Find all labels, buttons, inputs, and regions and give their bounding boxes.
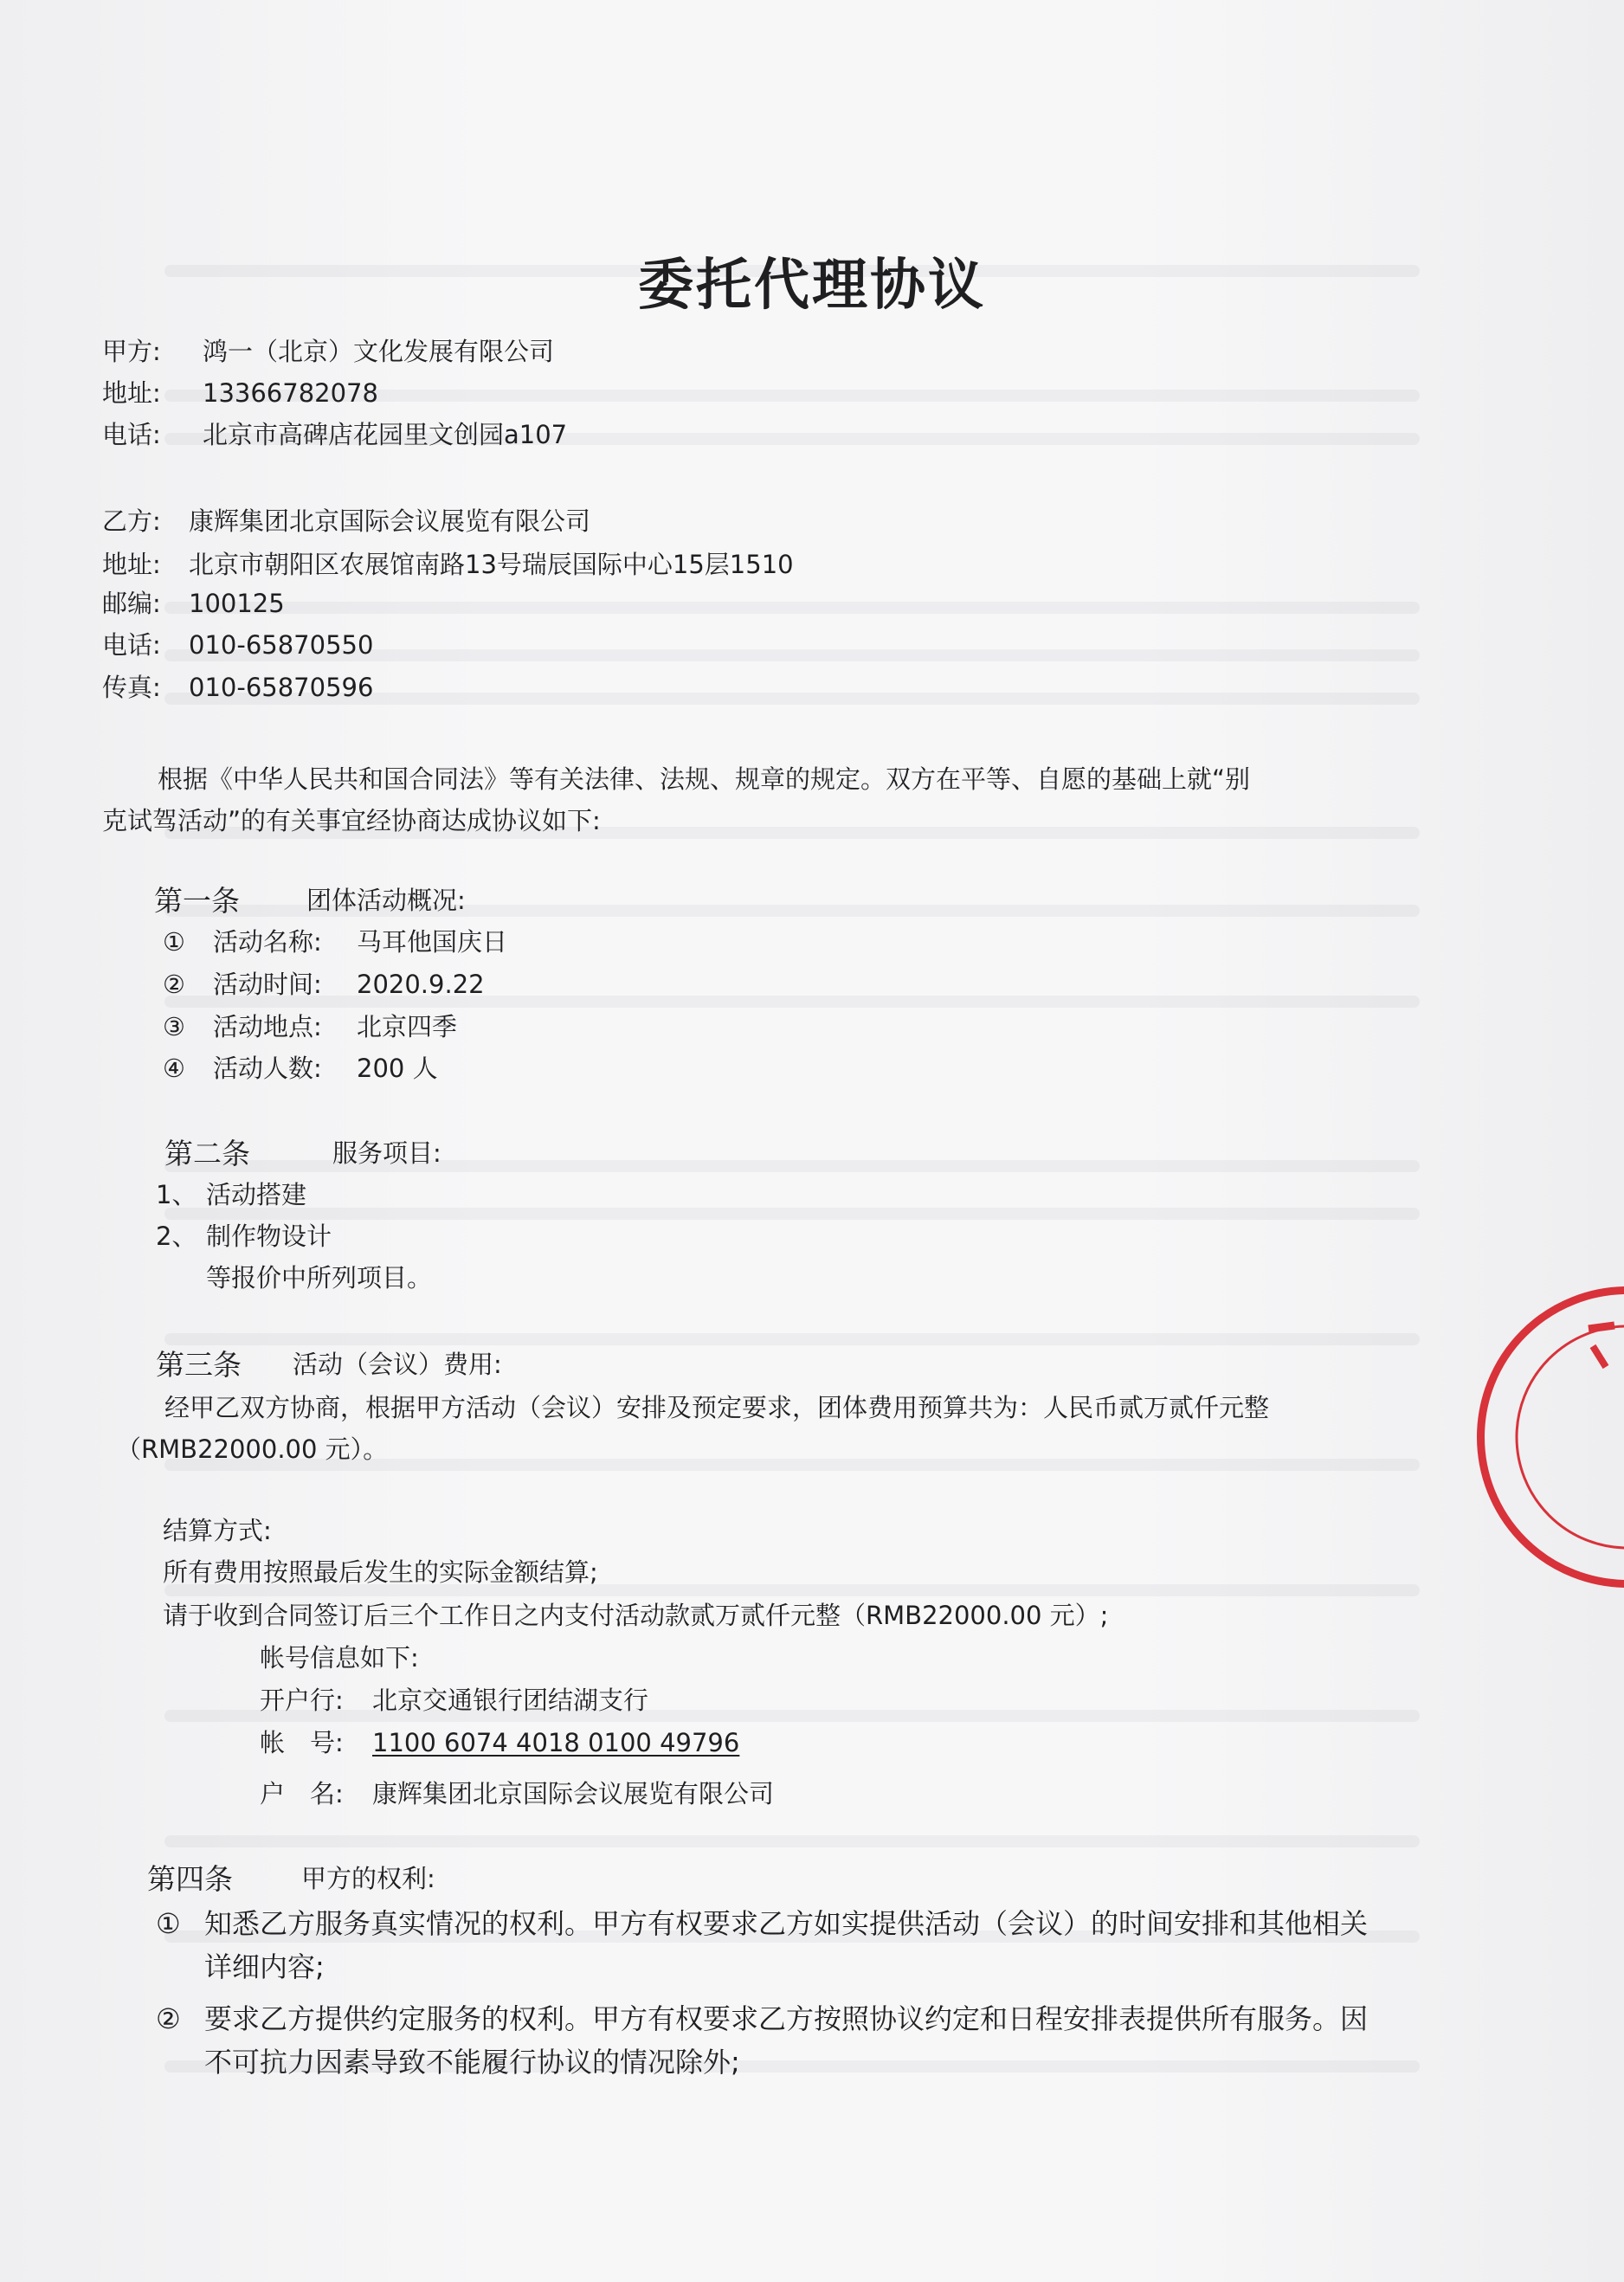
- party-a-address: 13366782078: [203, 378, 378, 408]
- article-1-item-2-label: 活动时间:: [213, 970, 322, 999]
- article-1-title: 团体活动概况:: [306, 886, 466, 915]
- article-1-item-4-value: 200 人: [357, 1054, 438, 1083]
- document-title: 委托代理协议: [638, 254, 986, 318]
- party-a-name: 鸿一（北京）文化发展有限公司: [203, 337, 555, 366]
- party-b-fax-label: 传真:: [102, 673, 161, 702]
- article-4-item-1-line-1: 知悉乙方服务真实情况的权利。甲方有权要求乙方如实提供活动（会议）的时间安排和其他相关: [204, 1907, 1369, 1940]
- bleed-through-line: [164, 996, 1420, 1008]
- article-1-item-1-label: 活动名称:: [213, 927, 322, 957]
- article-2-item-1-text: 活动搭建: [206, 1180, 307, 1209]
- article-4-item-1-marker: ①: [156, 1907, 181, 1940]
- party-a-name-label: 甲方:: [102, 337, 161, 366]
- article-2-note: 等报价中所列项目。: [206, 1263, 433, 1292]
- account-number: 1100 6074 4018 0100 49796: [372, 1728, 740, 1757]
- bleed-through-line: [164, 1333, 1420, 1345]
- settlement-line-2: 请于收到合同签订后三个工作日之内支付活动款贰万贰仟元整（RMB22000.00 元）;: [163, 1601, 1109, 1630]
- account-label: 帐 号:: [260, 1728, 344, 1757]
- article-4-item-2-marker: ②: [156, 2002, 181, 2035]
- bank-name: 北京交通银行团结湖支行: [372, 1686, 649, 1715]
- article-1-item-2-value: 2020.9.22: [357, 970, 485, 999]
- holder-name: 康辉集团北京国际会议展览有限公司: [372, 1779, 775, 1808]
- article-1-item-3-label: 活动地点:: [213, 1012, 322, 1041]
- settlement-line-1: 所有费用按照最后发生的实际金额结算;: [163, 1557, 598, 1587]
- party-b-name: 康辉集团北京国际会议展览有限公司: [189, 506, 591, 536]
- article-3-title: 活动（会议）费用:: [293, 1350, 502, 1379]
- party-b-zip: 100125: [189, 589, 285, 618]
- article-1-item-3-marker: ③: [163, 1012, 185, 1041]
- article-3-line-1: 经甲乙双方协商，根据甲方活动（会议）安排及预定要求，团体费用预算共为：人民币贰万贰仟元整: [164, 1393, 1270, 1422]
- bleed-through-line: [164, 1710, 1420, 1722]
- bleed-through-line: [164, 602, 1420, 614]
- article-1-item-4-label: 活动人数:: [213, 1054, 322, 1083]
- company-seal-stamp: [1477, 1286, 1624, 1588]
- article-1-item-1-marker: ①: [163, 927, 185, 957]
- article-4-item-2-line-2: 不可抗力因素导致不能履行协议的情况除外;: [204, 2046, 740, 2079]
- bleed-through-line: [164, 1835, 1420, 1847]
- party-b-fax: 010-65870596: [189, 673, 374, 702]
- article-2-item-1-marker: 1、: [156, 1180, 197, 1209]
- party-b-name-label: 乙方:: [102, 506, 161, 536]
- party-a-phone-label: 电话:: [102, 420, 161, 449]
- party-b-address: 北京市朝阳区农展馆南路13号瑞辰国际中心15层1510: [189, 550, 794, 579]
- bank-label: 开户行:: [260, 1686, 344, 1715]
- article-2-item-2-marker: 2、: [156, 1222, 197, 1251]
- article-1-item-1-value: 马耳他国庆日: [357, 927, 508, 957]
- seal-icon: [1485, 1294, 1624, 1580]
- article-1-item-2-marker: ②: [163, 970, 185, 999]
- article-2-item-2-text: 制作物设计: [206, 1222, 332, 1251]
- article-4-title: 甲方的权利:: [301, 1864, 435, 1893]
- party-b-zip-label: 邮编:: [102, 589, 161, 618]
- article-3-line-2: （RMB22000.00 元）。: [116, 1434, 389, 1464]
- article-1-number: 第一条: [154, 884, 240, 918]
- intro-line-1: 根据《中华人民共和国合同法》等有关法律、法规、规章的规定。双方在平等、自愿的基础上就“别: [158, 764, 1251, 794]
- bleed-through-line: [164, 1208, 1420, 1220]
- article-4-item-2-line-1: 要求乙方提供约定服务的权利。甲方有权要求乙方按照协议约定和日程安排表提供所有服务。因: [204, 2002, 1369, 2035]
- article-2-number: 第二条: [164, 1137, 250, 1170]
- party-b-phone: 010-65870550: [189, 630, 374, 660]
- article-4-item-1-line-2: 详细内容;: [204, 1950, 325, 1983]
- article-1-item-4-marker: ④: [163, 1054, 185, 1083]
- holder-label: 户 名:: [260, 1779, 344, 1808]
- article-3-number: 第三条: [156, 1348, 242, 1382]
- article-2-title: 服务项目:: [332, 1138, 441, 1168]
- account-info-title: 帐号信息如下:: [260, 1643, 419, 1673]
- party-a-address-label: 地址:: [102, 378, 161, 408]
- article-1-item-3-value: 北京四季: [357, 1012, 458, 1041]
- party-b-address-label: 地址:: [102, 550, 161, 579]
- settlement-title: 结算方式:: [163, 1516, 272, 1545]
- party-a-phone: 北京市高碑店花园里文创园a107: [203, 420, 568, 449]
- article-4-number: 第四条: [147, 1862, 233, 1896]
- intro-line-2: 克试驾活动”的有关事宜经协商达成协议如下:: [102, 806, 601, 835]
- party-b-phone-label: 电话:: [102, 630, 161, 660]
